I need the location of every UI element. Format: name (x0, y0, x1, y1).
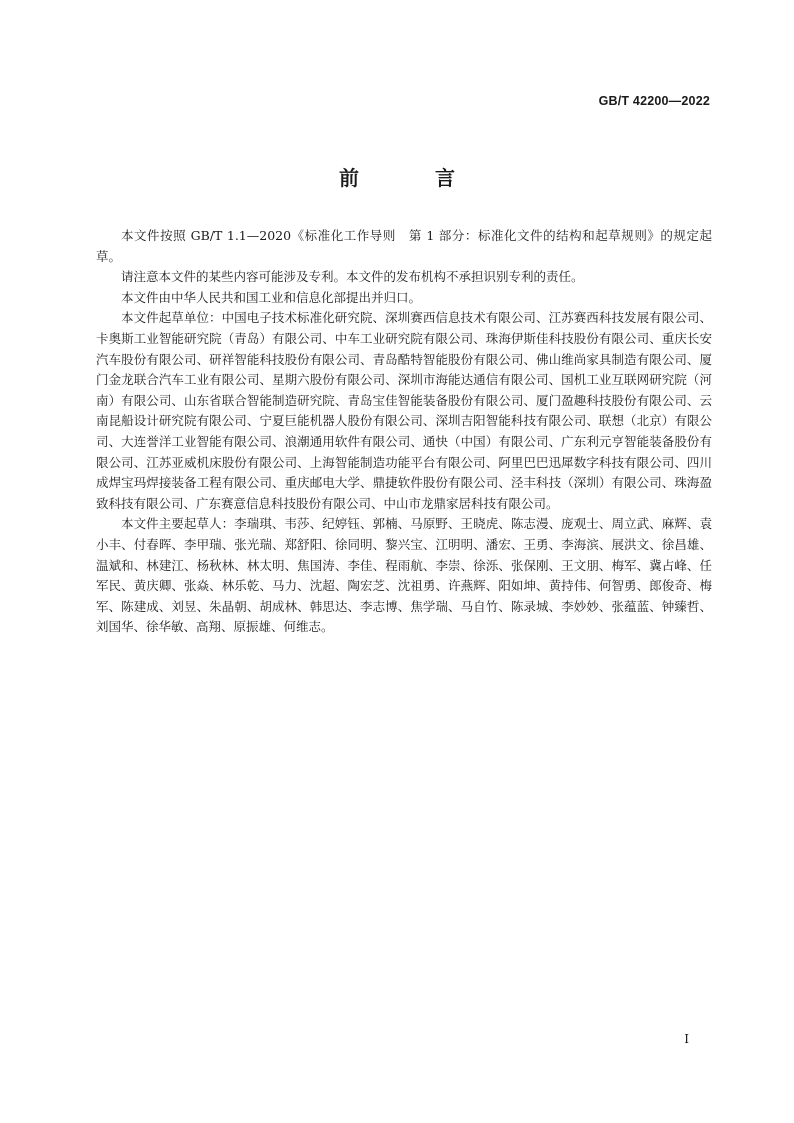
foreword-body (96, 226, 712, 638)
paragraph-drafting-rules: 本文件按照 GB/T 1.1—2020《标准化工作导则 第 1 部分：标准化文件的结构和起草规则》的规定起草。 (96, 228, 712, 264)
standard-number: GB/T 42200—2022 (598, 94, 710, 108)
paragraph-drafting-units: 本文件起草单位：中国电子技术标准化研究院、深圳赛西信息技术有限公司、江苏赛西科技发展有限公司、卡奥斯工业智能研究院（青岛）有限公司、中车工业研究院有限公司、珠海伊斯佳科技股份有限公司、重庆长安汽车股份有限公司、研祥智能科技股份有限公司、青岛酷特智能股份有限公司、佛山维尚家具制造有限公司、厦门金龙联合汽车工业有限公司、星期六股份有限公司、深圳市海能达通信有限公司、国机工业互联网研究院（河南）有限公司、山东省联合智能制造研究院、青岛宝佳智能装备股份有限公司、厦门盈趣科技股份有限公司、云南昆船设计研究院有限公司、宁夏巨能机器人股份有限公司、深圳吉阳智能科技有限公司、联想（北京）有限公司、大连誉洋工业智能有限公司、浪潮通用软件有限公司、通快（中国）有限公司、广东利元亨智能装备股份有限公司、江苏亚威机床股份有限公司、上海智能制造功能平台有限公司、阿里巴巴迅犀数字科技有限公司、四川成焊宝玛焊接装备工程有限公司、重庆邮电大学、鼎捷软件股份有限公司、泾丰科技（深圳）有限公司、珠海盈致科技有限公司、广东赛意信息科技股份有限公司、中山市龙鼎家居科技有限公司。 (96, 310, 712, 511)
page-number: I (684, 1032, 689, 1046)
paragraph-patent-notice: 请注意本文件的某些内容可能涉及专利。本文件的发布机构不承担识别专利的责任。 (121, 269, 584, 285)
paragraph-drafters: 本文件主要起草人：李瑞琪、韦莎、纪婷钰、郭楠、马原野、王晓虎、陈志漫、庞观士、周立武、麻辉、袁小丰、付春晖、李甲瑞、张光瑞、郑舒阳、徐同明、黎兴宝、江明明、潘宏、王勇、李海滨、展洪文、徐昌雄、温斌和、林建江、杨秋林、林太明、焦国涛、李佳、程雨航、李崇、徐泺、张保刚、王文朋、梅军、冀占峰、任军民、黄庆卿、张焱、林乐乾、马力、沈超、陶宏芝、沈祖勇、许燕辉、阳如坤、黄持伟、何智勇、郎俊奇、梅军、陈建成、刘昱、朱晶朝、胡成林、韩思达、李志博、焦学瑞、马自竹、陈录城、李妙妙、张蕴蓝、钟臻哲、刘国华、徐华敏、高翔、原振雄、何维志。 (96, 516, 712, 635)
paragraph-proposer: 本文件由中华人民共和国工业和信息化部提出并归口。 (121, 289, 422, 305)
page-title: 前 言 (339, 166, 483, 190)
